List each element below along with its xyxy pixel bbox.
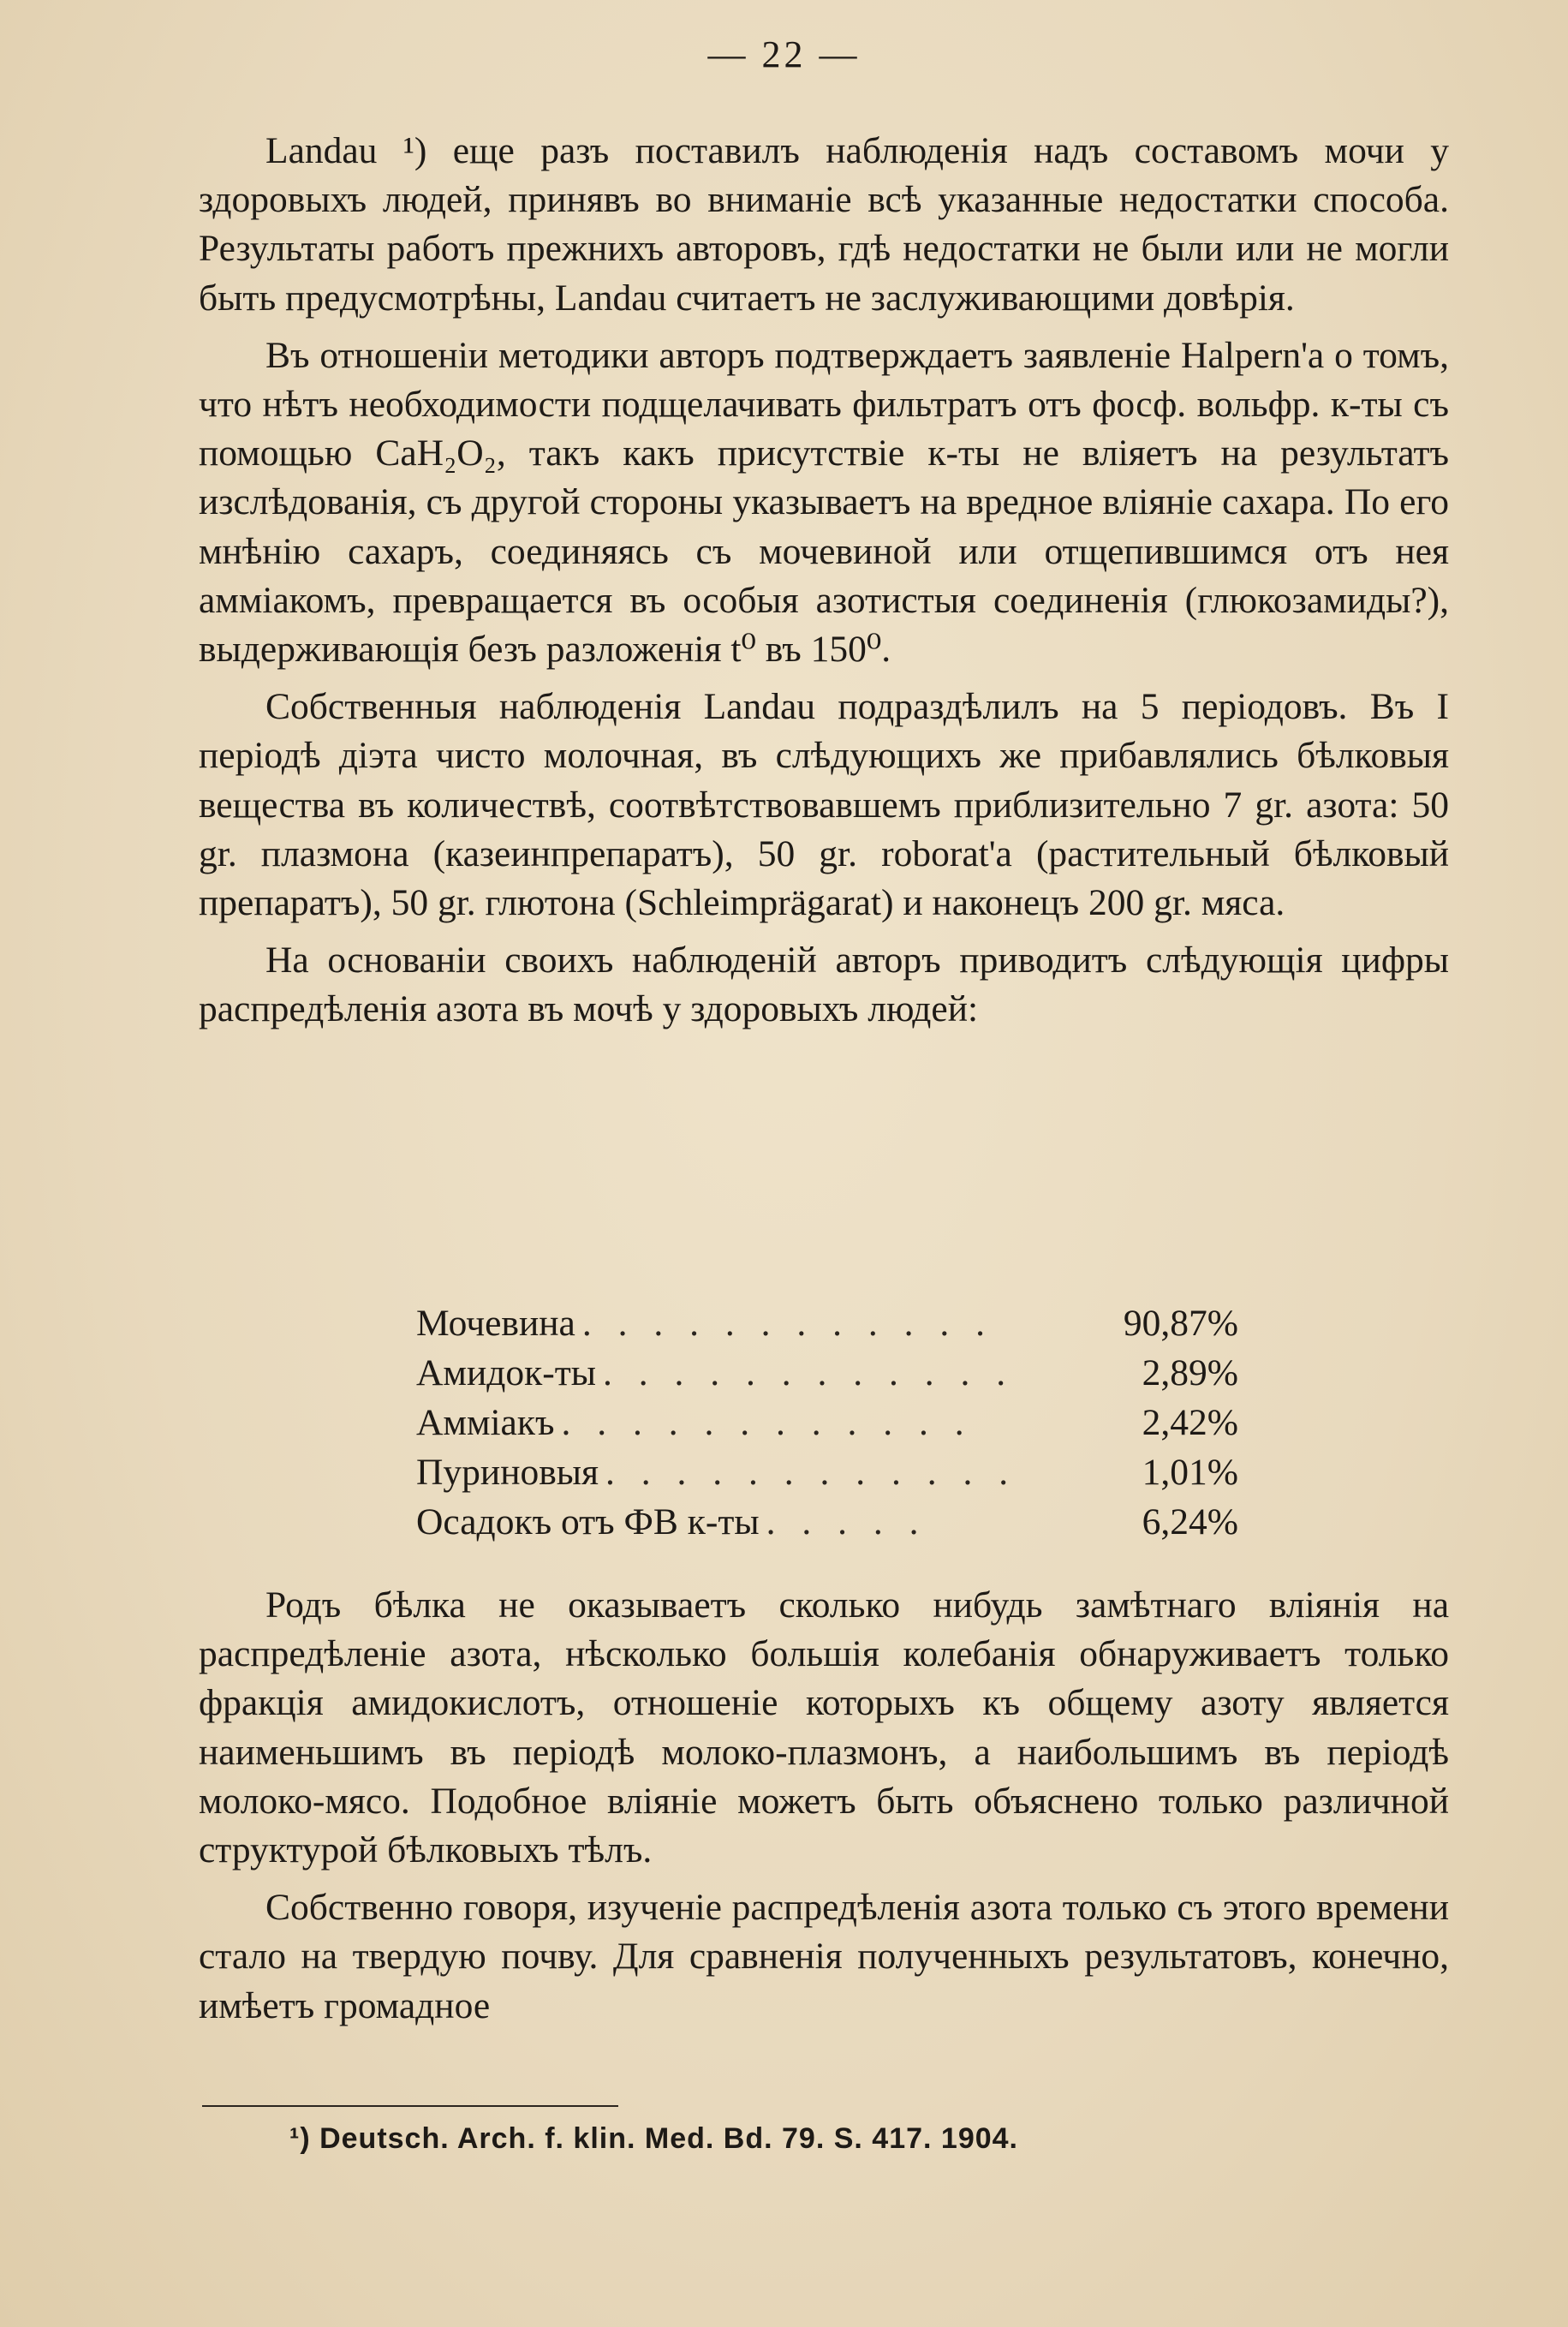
row-value: 6,24% — [1142, 1501, 1238, 1542]
leader-dots: . . . . . . . . . . . . — [602, 1352, 1015, 1393]
table-row — [416, 1298, 1238, 1348]
nitrogen-distribution-table — [416, 1298, 1238, 1547]
table-row — [416, 1497, 1238, 1547]
paragraph-6: Собственно говоря, изученіе распредѣленія азота только съ этого времени стало на твердую почву. Для сравненія полученныхъ результатовъ, конечно, имѣетъ громадное — [199, 1887, 1449, 2026]
paragraph-2: Въ отношеніи методики авторъ подтверждаетъ заявленіе Halpern'a о томъ, что нѣтъ необходимости подщелачивать фильтратъ отъ фосф. вольфр. к-ты съ помощью CaH₂O₂, такъ какъ присутствіе к-ты не вліяетъ на результатъ изслѣдованія, съ другой стороны указываетъ на вредное вліяніе сахара. По его мнѣнію сахаръ, соединяясь съ мочевиной или отщепившимся отъ нея амміакомъ, превращается въ особыя азотистыя соединенія (глюкозамиды?), выдерживающія безъ разложенія t⁰ въ 150⁰. — [199, 334, 1449, 671]
row-label: Осадокъ отъ ФВ к-ты — [416, 1501, 760, 1542]
footnote-divider — [202, 2105, 618, 2107]
row-label: Мочевина — [416, 1303, 575, 1344]
leader-dots: . . . . . . . . . . . . — [581, 1303, 993, 1344]
leader-dots: . . . . . . . . . . . . — [561, 1402, 973, 1443]
footnote: ¹) Deutsch. Arch. f. klin. Med. Bd. 79. S. 417. 1904. — [289, 2122, 1018, 2155]
paragraph-4: На основаніи своихъ наблюденій авторъ приводитъ слѣдующія цифры распредѣленія азота въ мочѣ у здоровыхъ людей: — [199, 940, 1449, 1030]
body-text-bottom — [199, 1581, 1449, 2031]
row-label: Пуриновыя — [416, 1452, 599, 1493]
page-number: — 22 — — [707, 33, 861, 75]
table-row — [416, 1447, 1238, 1497]
paragraph-3: Собственныя наблюденія Landau подраздѣлилъ на 5 періодовъ. Въ I періодѣ діэта чисто молочная, въ слѣдующихъ же прибавлялись бѣлковыя вещества въ количествѣ, соотвѣтствовавшемъ приблизительно 7 gr. азота: 50 gr. плазмона (казеинпрепаратъ), 50 gr. roborat'a (растительный бѣлковый препаратъ), 50 gr. глютона (Schleimprägarat) и наконецъ 200 gr. мяса. — [199, 686, 1449, 924]
row-value: 2,42% — [1142, 1402, 1238, 1443]
row-label: Амміакъ — [416, 1402, 555, 1443]
leader-dots: . . . . . — [766, 1501, 927, 1542]
body-text-top — [199, 127, 1449, 1035]
paragraph-5: Родъ бѣлка не оказываетъ сколько нибудь замѣтнаго вліянія на распредѣленіе азота, нѣсколько большія колебанія обнаруживаетъ только фракція амидокислотъ, отношеніе которыхъ къ общему азоту является наименьшимъ въ періодѣ молоко-плазмонъ, а наибольшимъ въ періодѣ молоко-мясо. Подобное вліяніе можетъ быть объяснено только различной структурой бѣлковыхъ тѣлъ. — [199, 1584, 1449, 1871]
paragraph-1: Landau ¹) еще разъ поставилъ наблюденія надъ составомъ мочи у здоровыхъ людей, принявъ во вниманіе всѣ указанные недостатки способа. Результаты работъ прежнихъ авторовъ, гдѣ недостатки не были или не могли быть предусмотрѣны, Landau считаетъ не заслуживающими довѣрія. — [199, 130, 1449, 319]
row-label: Амидок-ты — [416, 1352, 596, 1393]
table-row — [416, 1398, 1238, 1447]
row-value: 90,87% — [1123, 1303, 1238, 1344]
table-row — [416, 1348, 1238, 1398]
row-value: 2,89% — [1142, 1352, 1238, 1393]
leader-dots: . . . . . . . . . . . . — [605, 1452, 1017, 1493]
row-value: 1,01% — [1142, 1452, 1238, 1493]
